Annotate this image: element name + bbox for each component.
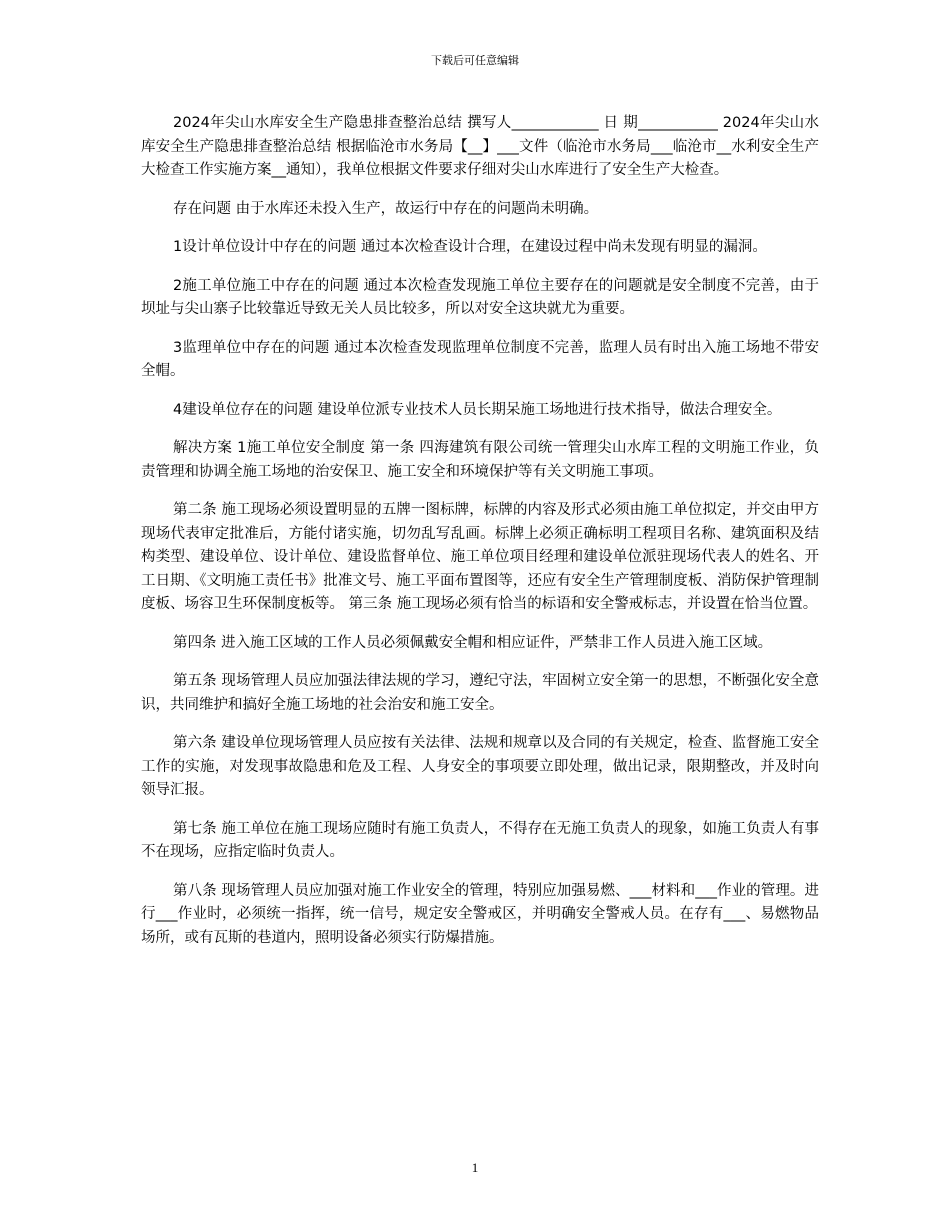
page-header: 下载后可任意编辑 — [431, 54, 519, 67]
document-body — [141, 112, 819, 965]
paragraph-supervision-unit: 3监理单位中存在的问题 通过本次检查发现监理单位制度不完善，监理人员有时出入施工场地不带安全帽。 — [141, 339, 819, 379]
paragraph-construction-unit: 2施工单位施工中存在的问题 通过本次检查发现施工单位主要存在的问题就是安全制度不完善，由于坝址与尖山寨子比较靠近导致无关人员比较多，所以对安全这块就尤为重要。 — [141, 277, 819, 317]
paragraph-solution-article-1: 解决方案 1施工单位安全制度 第一条 四海建筑有限公司统一管理尖山水库工程的文明施工作业，负责管理和协调全施工场地的治安保卫、施工安全和环境保护等有关文明施工事项。 — [141, 440, 819, 480]
paragraph-owner-unit: 4建设单位存在的问题 建设单位派专业技术人员长期呆施工场地进行技术指导，做法合理安全。 — [173, 401, 782, 418]
paragraph-article-8: 第八条 现场管理人员应加强对施工作业安全的管理，特别应加强易燃、___材料和___作业的管理。进行___作业时，必须统一指挥，统一信号，规定安全警戒区，并明确安全警戒人员。在存有___、易燃物品场所，或有瓦斯的巷道内，照明设备必须实行防爆措施。 — [141, 882, 819, 946]
paragraph-existing-problems: 存在问题 由于水库还未投入生产，故运行中存在的问题尚未明确。 — [173, 200, 599, 217]
page-number: 1 — [471, 1160, 479, 1175]
paragraph-article-4: 第四条 进入施工区域的工作人员必须佩戴安全帽和相应证件，严禁非工作人员进入施工区域。 — [173, 634, 773, 651]
paragraph-article-6: 第六条 建设单位现场管理人员应按有关法律、法规和规章以及合同的有关规定，检查、监督施工安全工作的实施，对发现事故隐患和危及工程、人身安全的事项要立即处理，做出记录，限期整改，并及时向领导汇报。 — [141, 735, 819, 798]
paragraph-article-2-3: 第二条 施工现场必须设置明显的五牌一图标牌，标牌的内容及形式必须由施工单位拟定，并交由甲方现场代表审定批准后，方能付诸实施，切勿乱写乱画。标牌上必须正确标明工程项目名称、建筑面积及结构类型、建设单位、设计单位、建设监督单位、施工单位项目经理和建设单位派驻现场代表人的姓名、开工日期、《文明施工责任书》批准文号、施工平面布置图等，还应有安全生产管理制度板、消防保护管理制度板、场容卫生环保制度板等。 第三条 施工现场必须有恰当的标语和安全警戒标志，并设置在恰当位置。 — [141, 502, 819, 612]
paragraph-intro: 2024年尖山水库安全生产隐患排查整治总结 撰写人____________ 日 期___________ 2024年尖山水库安全生产隐患排查整治总结 根据临沧市水务局【__】___文件（临沧市水务局___临沧市__水利安全生产大检查工作实施方案__通知），我单位根据文件要求仔细对尖山水库进行了安全生产大检查。 — [141, 115, 819, 178]
paragraph-design-unit: 1设计单位设计中存在的问题 通过本次检查设计合理，在建设过程中尚未发现有明显的漏洞。 — [173, 239, 767, 255]
paragraph-article-5: 第五条 现场管理人员应加强法律法规的学习，遵纪守法，牢固树立安全第一的思想，不断强化安全意识，共同维护和搞好全施工场地的社会治安和施工安全。 — [141, 673, 819, 713]
paragraph-article-7: 第七条 施工单位在施工现场应随时有施工负责人，不得存在无施工负责人的现象，如施工负责人有事不在现场，应指定临时负责人。 — [141, 820, 819, 860]
